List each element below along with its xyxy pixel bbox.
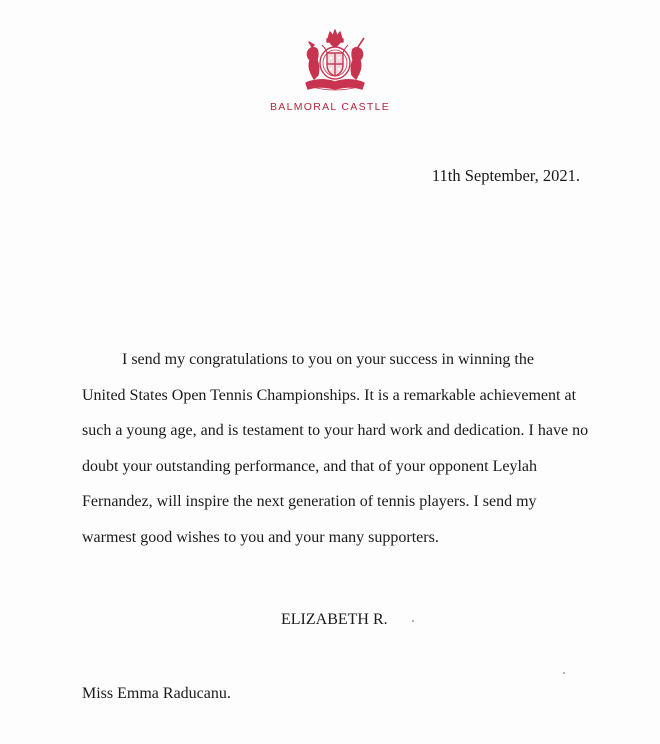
letterhead-location: BALMORAL CASTLE (269, 101, 391, 113)
royal-coat-of-arms-icon (300, 27, 370, 95)
letter-date: 11th September, 2021. (431, 166, 580, 185)
body-line: doubt your outstanding performance, and that of your opponent Leylah (82, 457, 537, 475)
paper-speck (563, 672, 565, 674)
body-line: such a young age, and is testament to your hard work and dedication. I have no (82, 422, 589, 440)
paper-speck (412, 620, 414, 622)
recipient-name: Miss Emma Raducanu. (82, 685, 231, 702)
body-line: United States Open Tennis Championships. It is a remarkable achievement at (82, 386, 577, 404)
letter-body (82, 342, 589, 556)
body-line: warmest good wishes to you and your many supporters. (82, 528, 439, 546)
body-line: Fernandez, will inspire the next generation of tennis players. I send my (82, 493, 537, 511)
body-line: I send my congratulations to you on your success in winning the (122, 351, 534, 368)
signature: ELIZABETH R. (281, 611, 388, 628)
